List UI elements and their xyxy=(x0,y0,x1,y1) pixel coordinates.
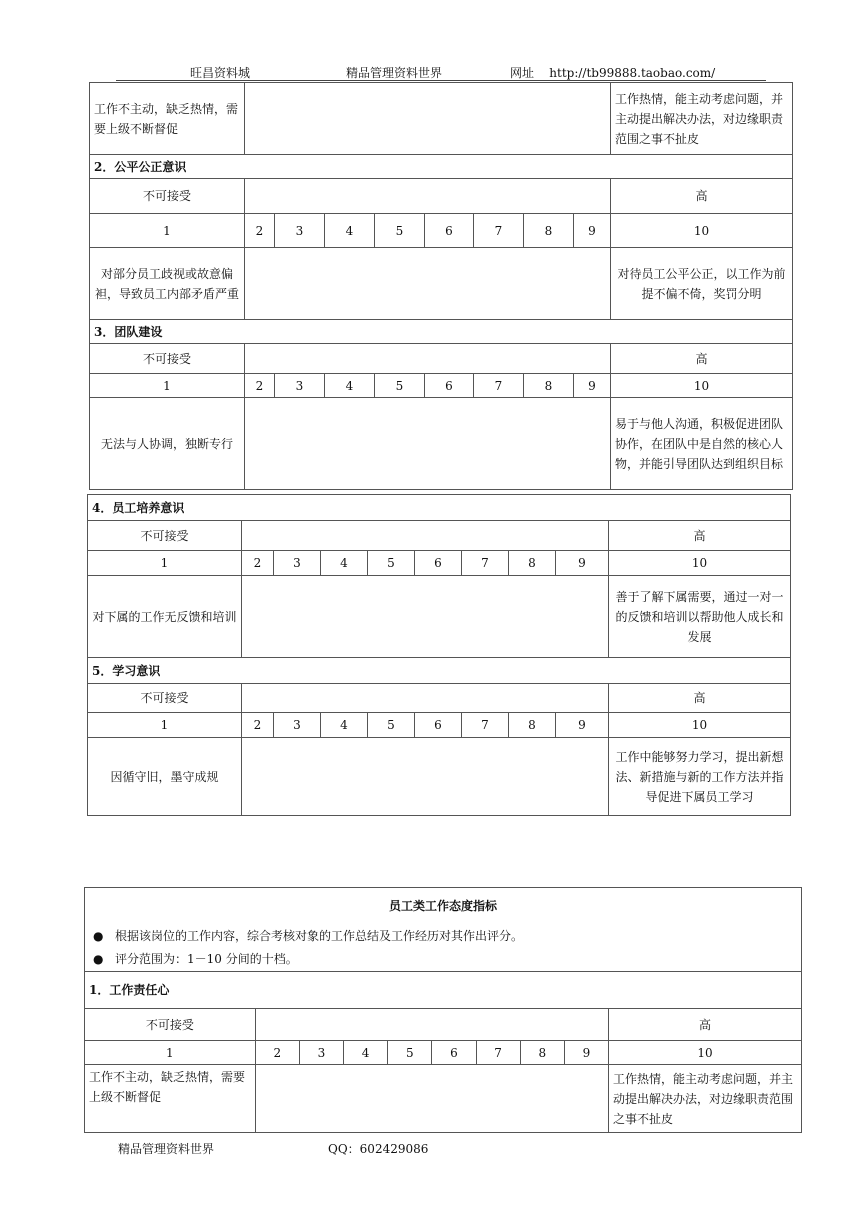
blank-cell xyxy=(242,684,609,713)
scale-high: 高 xyxy=(611,179,793,214)
high-descriptor: 工作热情，能主动考虑问题，并主动提出解决办法，对边缘职责范围之事不扯皮 xyxy=(611,83,793,155)
instruction-item xyxy=(85,948,802,972)
instruction-item xyxy=(85,924,802,948)
score-row xyxy=(90,374,793,398)
score-5[interactable]: 5 xyxy=(375,374,425,398)
score-8[interactable]: 8 xyxy=(524,214,574,248)
score-4[interactable]: 4 xyxy=(344,1041,388,1065)
header-site-label: 网址 xyxy=(510,66,535,80)
score-8[interactable]: 8 xyxy=(524,374,574,398)
blank-cell xyxy=(242,521,609,551)
score-10[interactable]: 10 xyxy=(611,214,793,248)
blank-cell xyxy=(245,179,611,214)
score-8[interactable]: 8 xyxy=(520,1041,564,1065)
blank-cell xyxy=(245,344,611,374)
high-descriptor: 工作热情，能主动考虑问题，并主动提出解决办法，对边缘职责范围之事不扯皮 xyxy=(609,1065,802,1133)
score-2[interactable]: 2 xyxy=(245,214,275,248)
header-subtitle: 精品管理资料世界 xyxy=(346,66,443,80)
section-title: 2．公平公正意识 xyxy=(90,155,793,179)
scale-unacceptable: 不可接受 xyxy=(85,1009,256,1041)
score-6[interactable]: 6 xyxy=(432,1041,476,1065)
low-descriptor: 因循守旧，墨守成规 xyxy=(88,738,242,816)
score-row xyxy=(88,551,791,576)
footer-brand: 精品管理资料世界 xyxy=(118,1142,215,1156)
score-5[interactable]: 5 xyxy=(368,551,415,576)
score-1[interactable]: 1 xyxy=(90,214,245,248)
header-divider xyxy=(116,80,766,81)
scale-high: 高 xyxy=(609,684,791,713)
score-10[interactable]: 10 xyxy=(609,551,791,576)
low-descriptor: 工作不主动，缺乏热情，需要上级不断督促 xyxy=(90,83,245,155)
scale-unacceptable: 不可接受 xyxy=(88,684,242,713)
score-10[interactable]: 10 xyxy=(609,1041,802,1065)
score-4[interactable]: 4 xyxy=(325,214,375,248)
score-row xyxy=(85,1041,802,1065)
score-3[interactable]: 3 xyxy=(274,551,321,576)
blank-cell xyxy=(245,83,611,155)
high-descriptor: 对待员工公平公正，以工作为前提不偏不倚，奖罚分明 xyxy=(611,248,793,320)
section-title: 5．学习意识 xyxy=(88,658,791,684)
score-6[interactable]: 6 xyxy=(425,214,474,248)
score-9[interactable]: 9 xyxy=(564,1041,608,1065)
blank-cell xyxy=(255,1065,608,1133)
score-4[interactable]: 4 xyxy=(321,713,368,738)
bullet-icon: ● xyxy=(93,952,104,967)
score-1[interactable]: 1 xyxy=(88,713,242,738)
score-1[interactable]: 1 xyxy=(90,374,245,398)
score-1[interactable]: 1 xyxy=(88,551,242,576)
low-descriptor: 对下属的工作无反馈和培训 xyxy=(88,576,242,658)
score-4[interactable]: 4 xyxy=(325,374,375,398)
section-title: 1．工作责任心 xyxy=(85,972,802,1009)
blank-cell xyxy=(242,576,609,658)
low-descriptor: 工作不主动，缺乏热情，需要上级不断督促 xyxy=(85,1065,256,1133)
score-1[interactable]: 1 xyxy=(85,1041,256,1065)
high-descriptor: 易于与他人沟通，积极促进团队协作，在团队中是自然的核心人物，并能引导团队达到组织目标 xyxy=(611,398,793,490)
score-7[interactable]: 7 xyxy=(476,1041,520,1065)
score-2[interactable]: 2 xyxy=(255,1041,299,1065)
section-title: 3．团队建设 xyxy=(90,320,793,344)
score-5[interactable]: 5 xyxy=(388,1041,432,1065)
instruction-text: 根据该岗位的工作内容，综合考核对象的工作总结及工作经历对其作出评分。 xyxy=(115,928,524,943)
score-7[interactable]: 7 xyxy=(474,214,524,248)
score-10[interactable]: 10 xyxy=(609,713,791,738)
score-8[interactable]: 8 xyxy=(509,551,556,576)
header-brand: 旺昌资料城 xyxy=(190,66,251,80)
score-7[interactable]: 7 xyxy=(462,551,509,576)
blank-cell xyxy=(245,248,611,320)
blank-cell xyxy=(245,398,611,490)
scale-unacceptable: 不可接受 xyxy=(88,521,242,551)
score-9[interactable]: 9 xyxy=(556,551,609,576)
score-2[interactable]: 2 xyxy=(242,713,274,738)
score-8[interactable]: 8 xyxy=(509,713,556,738)
blank-cell xyxy=(255,1009,608,1041)
score-row xyxy=(90,214,793,248)
blank-cell xyxy=(242,738,609,816)
score-3[interactable]: 3 xyxy=(275,374,325,398)
score-5[interactable]: 5 xyxy=(368,713,415,738)
high-descriptor: 工作中能够努力学习，提出新想法、新措施与新的工作方法并指导促进下属员工学习 xyxy=(609,738,791,816)
table-heading: 员工类工作态度指标 xyxy=(85,888,802,924)
score-3[interactable]: 3 xyxy=(299,1041,343,1065)
score-2[interactable]: 2 xyxy=(242,551,274,576)
carry-descriptor-row xyxy=(90,83,793,155)
low-descriptor: 无法与人协调，独断专行 xyxy=(90,398,245,490)
score-9[interactable]: 9 xyxy=(574,374,611,398)
bullet-icon: ● xyxy=(93,928,104,943)
score-4[interactable]: 4 xyxy=(321,551,368,576)
score-2[interactable]: 2 xyxy=(245,374,275,398)
low-descriptor: 对部分员工歧视或故意偏袒，导致员工内部矛盾严重 xyxy=(90,248,245,320)
score-6[interactable]: 6 xyxy=(425,374,474,398)
top-rating-table xyxy=(89,82,793,490)
score-row xyxy=(88,713,791,738)
scale-high: 高 xyxy=(609,521,791,551)
scale-high: 高 xyxy=(611,344,793,374)
scale-high: 高 xyxy=(609,1009,802,1041)
high-descriptor: 善于了解下属需要，通过一对一的反馈和培训以帮助他人成长和发展 xyxy=(609,576,791,658)
header-site xyxy=(510,64,715,81)
score-9[interactable]: 9 xyxy=(556,713,609,738)
score-3[interactable]: 3 xyxy=(275,214,325,248)
scale-unacceptable: 不可接受 xyxy=(90,179,245,214)
header-site-url[interactable]: http://tb99888.taobao.com/ xyxy=(549,66,716,80)
scale-unacceptable: 不可接受 xyxy=(90,344,245,374)
score-7[interactable]: 7 xyxy=(462,713,509,738)
score-10[interactable]: 10 xyxy=(611,374,793,398)
score-6[interactable]: 6 xyxy=(415,713,462,738)
mid-rating-table xyxy=(87,494,791,816)
score-3[interactable]: 3 xyxy=(274,713,321,738)
score-6[interactable]: 6 xyxy=(415,551,462,576)
attitude-indicator-table xyxy=(84,887,802,1133)
footer-qq: QQ：602429086 xyxy=(328,1142,429,1156)
instruction-text: 评分范围为：1－10 分间的十档。 xyxy=(115,952,298,967)
score-5[interactable]: 5 xyxy=(375,214,425,248)
section-title: 4．员工培养意识 xyxy=(88,495,791,521)
score-9[interactable]: 9 xyxy=(574,214,611,248)
score-7[interactable]: 7 xyxy=(474,374,524,398)
